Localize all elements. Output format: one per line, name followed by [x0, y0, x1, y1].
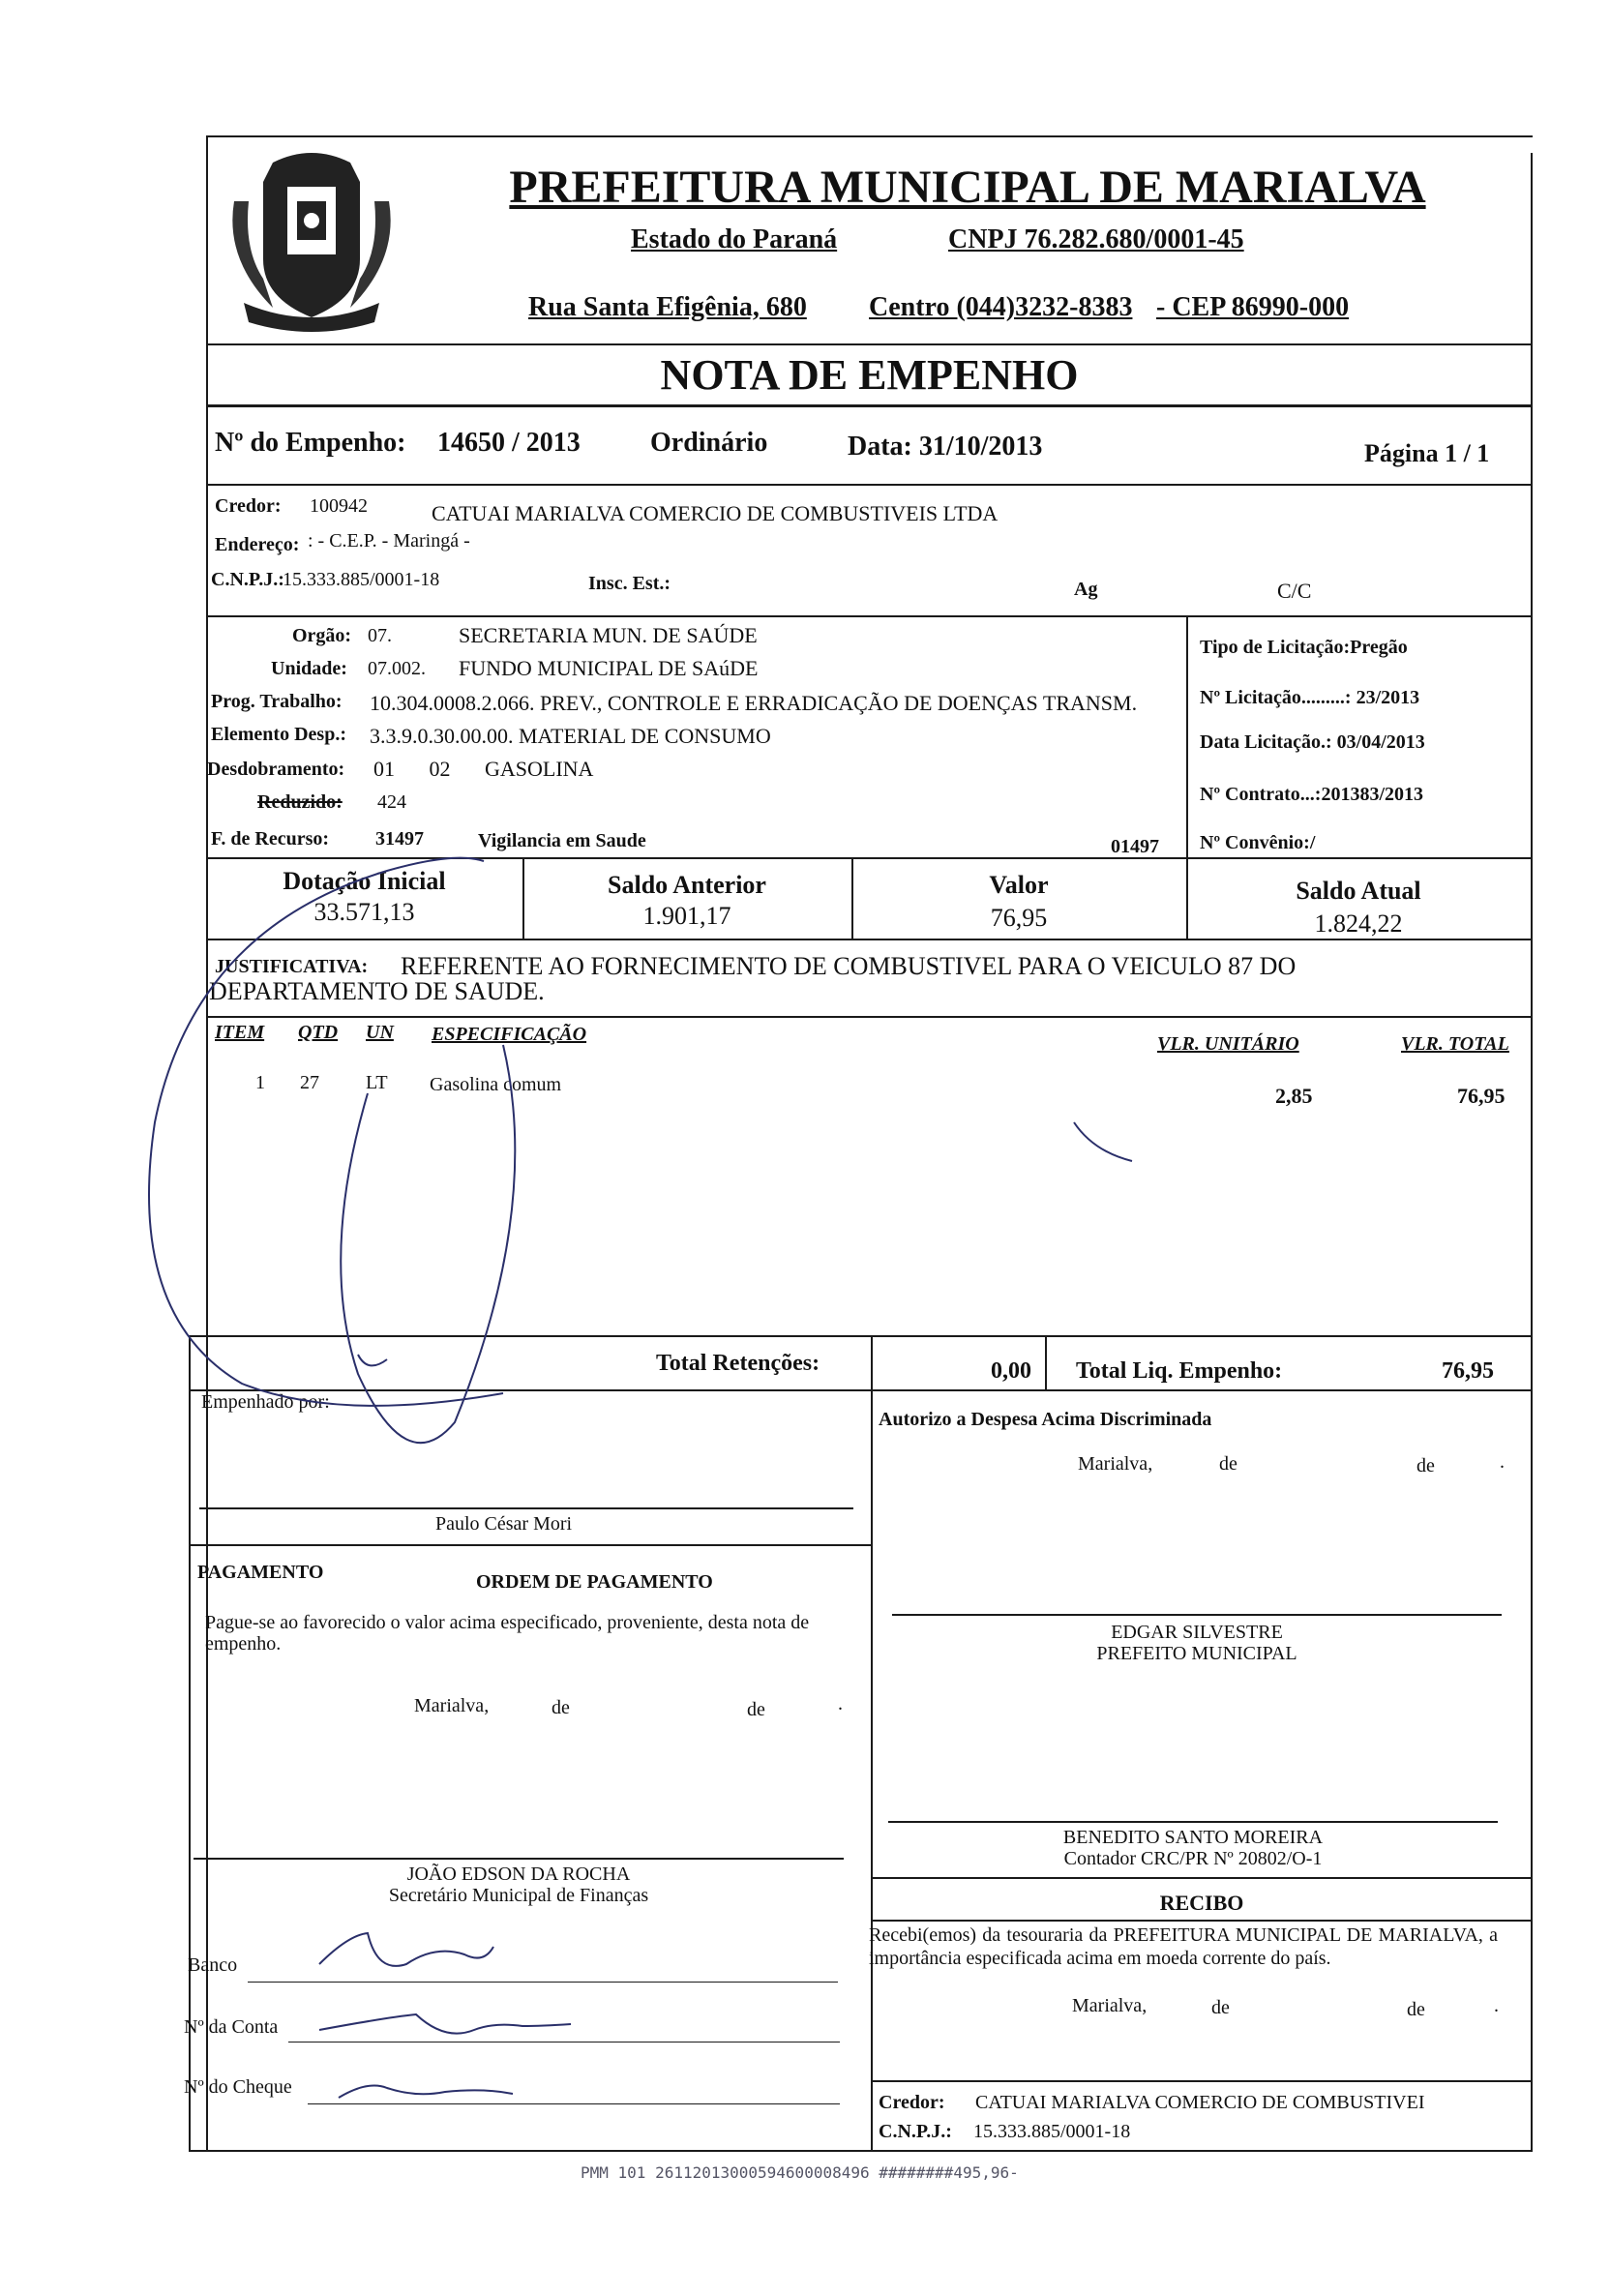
col-qtd: QTD: [298, 1022, 339, 1043]
col-item: ITEM: [215, 1022, 265, 1043]
divider: [1045, 1335, 1047, 1389]
signature-line: [892, 1614, 1502, 1616]
doc-title: NOTA DE EMPENHO: [660, 351, 1079, 399]
coat-of-arms-logo: [215, 143, 408, 337]
reduzido-value: 424: [377, 791, 406, 813]
prefeito-name: EDGAR SILVESTRE: [1111, 1622, 1283, 1643]
saldo-anterior-value: 1.901,17: [642, 902, 731, 930]
divider: [206, 1016, 1533, 1018]
reduzido-label: Reduzido:: [257, 791, 343, 813]
cheque-label: Nº do Cheque: [184, 2076, 292, 2098]
autorizo-de2: de: [1416, 1455, 1435, 1476]
pagamento-dot: .: [838, 1693, 843, 1715]
recibo-dot: .: [1494, 1995, 1499, 2016]
row-qtd: 27: [300, 1072, 319, 1093]
divider: [206, 939, 1533, 940]
autorizo-de1: de: [1219, 1453, 1237, 1475]
contador-title: Contador CRC/PR Nº 20802/O-1: [1063, 1848, 1323, 1869]
justificativa-line2: DEPARTAMENTO DE SAUDE.: [209, 977, 545, 1005]
recibo-label: RECIBO: [1159, 1891, 1244, 1915]
valor-label: Valor: [989, 871, 1049, 899]
divider: [189, 1389, 1533, 1391]
cnpj-label: CNPJ 76.282.680/0001-45: [948, 224, 1244, 254]
pagamento-text: Pague-se ao favorecido o valor acima especificado, proveniente, desta nota de empenho.: [205, 1612, 810, 1655]
ordem-pagamento-label: ORDEM DE PAGAMENTO: [476, 1571, 713, 1593]
recibo-credor: CATUAI MARIALVA COMERCIO DE COMBUSTIVEI: [975, 2092, 1425, 2113]
row-un: LT: [366, 1072, 388, 1093]
credor-name: CATUAI MARIALVA COMERCIO DE COMBUSTIVEIS LTDA: [432, 501, 999, 525]
orgao-code: 07.: [368, 625, 392, 646]
divider: [871, 1335, 873, 2151]
empenho-number-label: Nº do Empenho:: [215, 428, 406, 458]
credor-label: Credor:: [215, 495, 282, 517]
prog-label: Prog. Trabalho:: [211, 691, 343, 712]
retencoes-value: 0,00: [991, 1358, 1031, 1384]
recibo-text: Recebi(emos) da tesouraria da PREFEITURA MUNICIPAL DE MARIALVA, a importância especificada acima em moeda corrente do país.: [869, 1924, 1498, 1969]
recibo-de1: de: [1211, 1997, 1230, 2018]
orgao-desc: SECRETARIA MUN. DE SAÚDE: [459, 623, 758, 647]
recibo-cnpj: 15.333.885/0001-18: [973, 2121, 1131, 2142]
dotacao-value: 33.571,13: [313, 898, 415, 926]
pagamento-label: PAGAMENTO: [197, 1562, 324, 1583]
divider: [206, 857, 1533, 859]
credor-address: : - C.E.P. - Maringá -: [308, 530, 470, 552]
row-item: 1: [255, 1072, 265, 1093]
empenho-type: Ordinário: [650, 428, 768, 458]
pagamento-de2: de: [747, 1699, 765, 1720]
saldo-anterior-label: Saldo Anterior: [608, 871, 766, 899]
recibo-cnpj-label: C.N.P.J.:: [879, 2121, 952, 2142]
right-border: [1531, 153, 1533, 2151]
divider: [206, 615, 1533, 617]
elemento-label: Elemento Desp.:: [211, 724, 346, 745]
saldo-atual-label: Saldo Atual: [1296, 877, 1421, 905]
justificativa-line1: REFERENTE AO FORNECIMENTO DE COMBUSTIVEL PARA O VEICULO 87 DO: [401, 952, 1297, 980]
recurso-label: F. de Recurso:: [211, 828, 330, 850]
tipo-licitacao: Tipo de Licitação:Pregão: [1200, 637, 1408, 658]
pagamento-de1: de: [552, 1697, 570, 1718]
divider: [871, 1877, 1533, 1879]
pagamento-date: Marialva,: [414, 1695, 490, 1716]
credor-cnpj: 15.333.885/0001-18: [283, 569, 440, 590]
recurso-code: 01497: [1111, 836, 1159, 857]
unidade-code: 07.002.: [368, 658, 426, 679]
divider: [189, 1335, 1533, 1337]
total-liq-value: 76,95: [1442, 1358, 1494, 1384]
empenhado-name: Paulo César Mori: [435, 1513, 573, 1535]
footer-code: PMM 101 26112013000594600008496 ########495,96-: [581, 2163, 1019, 2182]
signature-line: [888, 1821, 1498, 1823]
address-field-label: Endereço:: [215, 534, 300, 555]
divider: [871, 1920, 1533, 1922]
conta-field[interactable]: [288, 2042, 840, 2043]
credor-code: 100942: [310, 495, 368, 517]
empenho-number: 14650 / 2013: [437, 428, 581, 458]
conta-label: Nº da Conta: [184, 2016, 279, 2038]
numero-licitacao: Nº Licitação.........: 23/2013: [1200, 687, 1420, 708]
empenho-date: Data: 31/10/2013: [848, 432, 1043, 462]
data-licitacao: Data Licitação.: 03/04/2013: [1200, 731, 1425, 753]
desdobramento-label: Desdobramento:: [207, 759, 345, 780]
autorizo-label: Autorizo a Despesa Acima Discriminada: [879, 1409, 1212, 1430]
page-number: Página 1 / 1: [1364, 439, 1490, 467]
row-especificacao: Gasolina comum: [430, 1074, 562, 1095]
total-liq-label: Total Liq. Empenho:: [1076, 1358, 1283, 1384]
dotacao-label: Dotação Inicial: [283, 867, 446, 895]
col-especificacao: ESPECIFICAÇÃO: [432, 1024, 587, 1045]
insc-label: Insc. Est.:: [588, 573, 671, 594]
address-label: Rua Santa Efigênia, 680: [528, 292, 807, 322]
col-un: UN: [366, 1022, 394, 1043]
elemento-value: 3.3.9.0.30.00.00. MATERIAL DE CONSUMO: [370, 724, 771, 748]
divider: [189, 1544, 871, 1546]
divider: [871, 2080, 1533, 2082]
recibo-de2: de: [1407, 1999, 1425, 2020]
ag-label: Ag: [1074, 579, 1098, 600]
col-vlr-unitario: VLR. UNITÁRIO: [1157, 1033, 1299, 1055]
divider: [1186, 615, 1188, 859]
divider: [206, 343, 1533, 345]
secretario-name: JOÃO EDSON DA ROCHA: [406, 1864, 631, 1885]
divider: [206, 484, 1533, 486]
divider: [189, 2150, 1533, 2152]
desdobramento-value: 01 02 GASOLINA: [373, 757, 594, 781]
row-vlr-unitario: 2,85: [1275, 1084, 1313, 1108]
contador-name: BENEDITO SANTO MOREIRA: [1062, 1827, 1324, 1848]
prefeito-title: PREFEITO MUNICIPAL: [1096, 1643, 1297, 1664]
signature-line: [199, 1507, 853, 1509]
cheque-field[interactable]: [308, 2103, 840, 2104]
recurso-desc: Vigilancia em Saude: [478, 830, 646, 851]
top-border: [206, 135, 1533, 137]
saldo-atual-value: 1.824,22: [1314, 909, 1403, 938]
empenhado-label: Empenhado por:: [201, 1391, 330, 1413]
district-phone: Centro (044)3232-8383: [869, 292, 1133, 322]
banco-label: Banco: [188, 1954, 238, 1976]
retencoes-label: Total Retenções:: [656, 1351, 820, 1376]
cc-label: C/C: [1277, 579, 1312, 603]
justificativa-label: JUSTIFICATIVA:: [215, 956, 369, 977]
valor-value: 76,95: [990, 904, 1048, 932]
secretario-title: Secretário Municipal de Finanças: [388, 1885, 649, 1906]
unidade-desc: FUNDO MUNICIPAL DE SAúDE: [459, 656, 759, 680]
recibo-credor-label: Credor:: [879, 2092, 945, 2113]
page-title: PREFEITURA MUNICIPAL DE MARIALVA: [509, 162, 1426, 213]
divider: [206, 404, 1533, 407]
cep-label: - CEP 86990-000: [1156, 292, 1350, 322]
recibo-date: Marialva,: [1072, 1995, 1148, 2016]
autorizo-date: Marialva,: [1078, 1453, 1153, 1475]
recurso-value: 31497: [375, 828, 424, 850]
cnpj-field-label: C.N.P.J.:: [211, 569, 284, 590]
state-label: Estado do Paraná: [631, 224, 838, 254]
orgao-label: Orgão:: [292, 625, 352, 646]
col-vlr-total: VLR. TOTAL: [1401, 1033, 1509, 1055]
row-vlr-total: 76,95: [1457, 1084, 1506, 1108]
unidade-label: Unidade:: [271, 658, 347, 679]
signature-line: [194, 1858, 844, 1860]
contrato: Nº Contrato...:201383/2013: [1200, 784, 1424, 805]
convenio: Nº Convênio:/: [1200, 832, 1316, 853]
left-border: [206, 135, 208, 2151]
banco-field[interactable]: [248, 1982, 838, 1983]
autorizo-dot: .: [1500, 1451, 1505, 1473]
prog-value: 10.304.0008.2.066. PREV., CONTROLE E ERRADICAÇÃO DE DOENÇAS TRANSM.: [370, 691, 1138, 715]
